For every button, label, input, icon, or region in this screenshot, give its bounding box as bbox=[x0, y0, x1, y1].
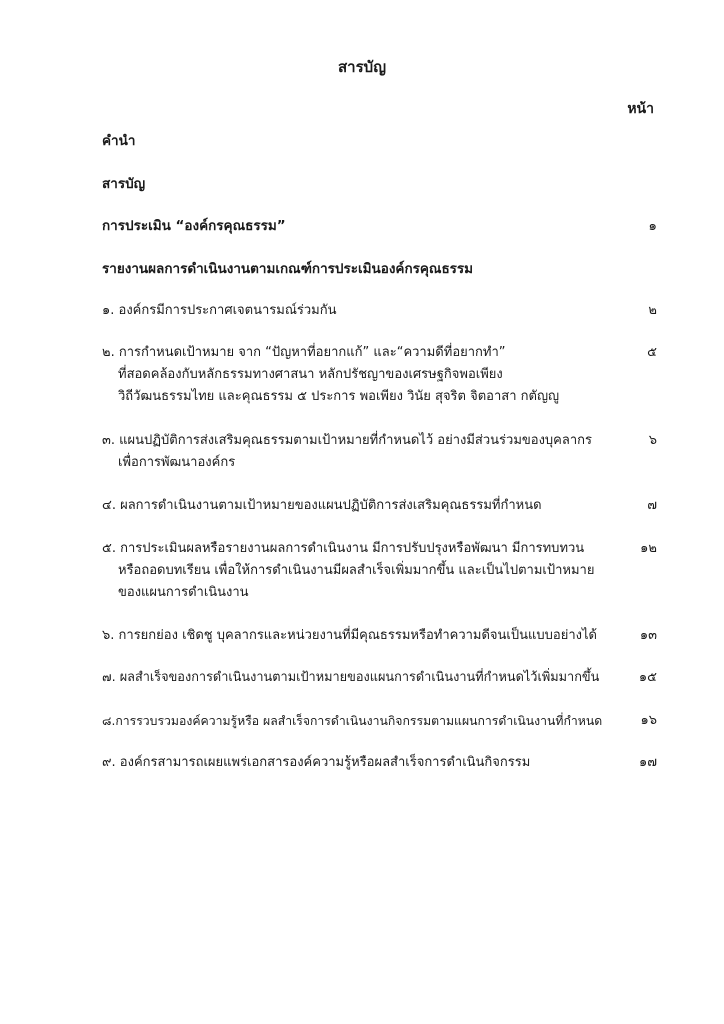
page-column-header: หน้า bbox=[627, 101, 654, 117]
toc-entry-page: ๕ bbox=[647, 345, 657, 360]
toc-entry bbox=[102, 430, 657, 474]
page-title: สารบัญ bbox=[338, 58, 386, 76]
toc-entry-page: ๖ bbox=[648, 433, 657, 448]
toc-entry-text: เพื่อการพัฒนาองค์กร bbox=[118, 455, 236, 470]
toc-entry bbox=[102, 342, 657, 408]
toc-entry bbox=[102, 667, 657, 689]
toc-entry-text: คำนำ bbox=[102, 133, 136, 149]
toc-entry-text: ๙. องค์กรสามารถเผยแพร่เอกสารองค์ความรู้หรือผลสำเร็จการดำเนินกิจกรรม bbox=[102, 755, 531, 770]
toc-entry-text: รายงานผลการดำเนินงานตามเกณฑ์การประเมินองค์กรคุณธรรม bbox=[102, 261, 474, 277]
toc-entry-text: วิถีวัฒนธรรมไทย และคุณธรรม ๕ ประการ พอเพียง วินัย สุจริต จิตอาสา กตัญญู bbox=[118, 389, 560, 404]
toc-entry-page: ๒ bbox=[648, 303, 657, 318]
toc-entry-page: ๑๗ bbox=[638, 755, 657, 770]
toc-entry bbox=[102, 300, 657, 322]
toc-entry-text: ที่สอดคล้องกับหลักธรรมทางศาสนา หลักปรัชญาของเศรษฐกิจพอเพียง bbox=[118, 367, 503, 382]
toc-entry-text: ๘.การรวบรวมองค์ความรู้หรือ ผลสำเร็จการดำเนินงานกิจกรรมตามแผนการดำเนินงานที่กำหนด bbox=[102, 714, 603, 728]
toc-entry bbox=[102, 215, 657, 237]
toc-entry bbox=[102, 173, 657, 195]
toc-entry-page: ๑๕ bbox=[638, 670, 657, 685]
toc-entry-text: ๓. แผนปฏิบัติการส่งเสริมคุณธรรมตามเป้าหมายที่กำหนดไว้ อย่างมีส่วนร่วมของบุคลากร bbox=[102, 433, 592, 448]
toc-entry-text: ๕. การประเมินผลหรือรายงานผลการดำเนินงาน มีการปรับปรุงหรือพัฒนา มีการทบทวน bbox=[102, 541, 585, 556]
toc-entry-page: ๑๖ bbox=[640, 713, 657, 728]
toc-entry-text: ๑. องค์กรมีการประกาศเจตนารมณ์ร่วมกัน bbox=[102, 303, 337, 318]
toc-entry-text: สารบัญ bbox=[102, 176, 146, 192]
toc-entry bbox=[102, 538, 657, 604]
toc-entry-text: ๖. การยกย่อง เชิดชู บุคลากรและหน่วยงานที่มีคุณธรรมหรือทำความดีจนเป็นแบบอย่างได้ bbox=[102, 628, 597, 643]
toc-entry-text: ของแผนการดำเนินงาน bbox=[118, 585, 249, 600]
toc-section-heading bbox=[102, 258, 657, 280]
toc-entry bbox=[102, 495, 657, 517]
toc-entry-text: ๗. ผลสำเร็จของการดำเนินงานตามเป้าหมายของแผนการดำเนินงานที่กำหนดไว้เพิ่มมากขึ้น bbox=[102, 670, 600, 685]
toc-entry-text: ๒. การกำหนดเป้าหมาย จาก “ปัญหาที่อยากแก้” และ“ความดีที่อยากทำ” bbox=[102, 345, 506, 360]
toc-entry bbox=[102, 752, 657, 774]
toc-entry-page: ๑๒ bbox=[640, 541, 657, 556]
toc-entry bbox=[102, 710, 657, 732]
toc-entry-page: ๑๓ bbox=[639, 628, 657, 643]
toc-entry bbox=[102, 130, 657, 152]
toc-entry-page: ๑ bbox=[648, 218, 657, 234]
toc-entry-page: ๗ bbox=[647, 498, 657, 513]
toc-entry-text: ๔. ผลการดำเนินงานตามเป้าหมายของแผนปฏิบัติการส่งเสริมคุณธรรมที่กำหนด bbox=[102, 498, 542, 513]
toc-entry bbox=[102, 625, 657, 647]
toc-entry-text: การประเมิน “องค์กรคุณธรรม” bbox=[102, 218, 286, 234]
toc-entry-text: หรือถอดบทเรียน เพื่อให้การดำเนินงานมีผลสำเร็จเพิ่มมากขึ้น และเป็นไปตามเป้าหมาย bbox=[118, 563, 595, 578]
